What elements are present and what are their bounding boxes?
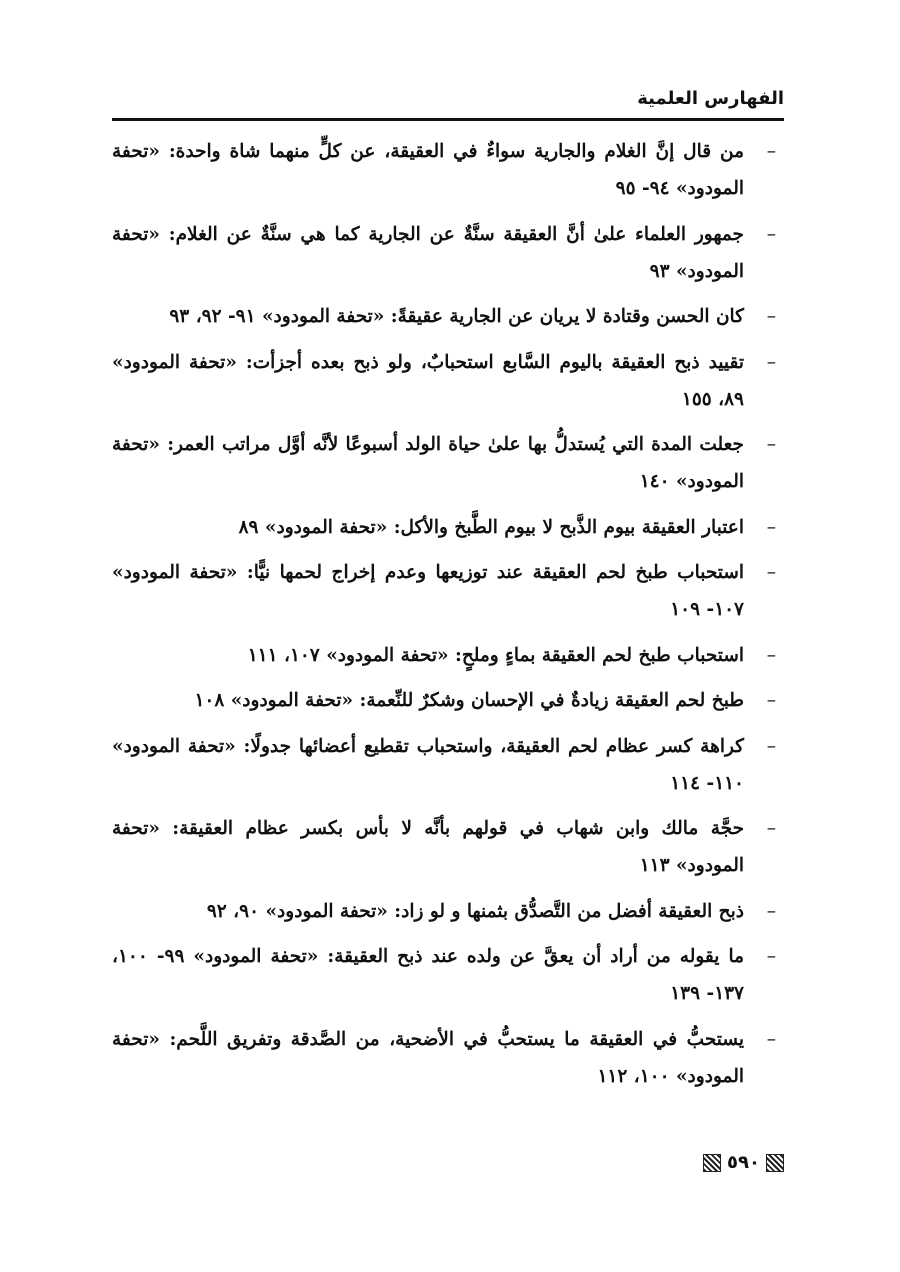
index-entries-list	[112, 121, 784, 1095]
dash-marker: –	[766, 141, 776, 162]
dash-marker: –	[766, 1028, 776, 1050]
ornament-icon	[766, 1154, 784, 1172]
index-entry: – استحباب طبخ لحم العقيقة عند توزيعها وعدم إخراج لحمها نيًّا: «تحفة المودود» ١٠٧- ١٠٩	[112, 554, 784, 628]
index-entry: – من قال إنَّ الغلام والجارية سواءٌ في العقيقة، عن كلٍّ منهما شاة واحدة: «تحفة المودود» ٩٤- ٩٥	[112, 133, 784, 207]
dash-marker: –	[766, 644, 776, 666]
dash-marker: –	[766, 516, 776, 538]
index-entry: – جعلت المدة التي يُستدلُّ بها علىٰ حياة الولد أسبوعًا لأنَّه أوَّل مراتب العمر: «تحفة المودود» ١٤٠	[112, 426, 784, 500]
index-entry: – ما يقوله من أراد أن يعقَّ عن ولده عند ذبح العقيقة: «تحفة المودود» ٩٩- ١٠٠، ١٣٧- ١٣٩	[112, 938, 784, 1012]
index-entry: – اعتبار العقيقة بيوم الذَّبح لا بيوم الطَّبخ والأكل: «تحفة المودود» ٨٩	[112, 509, 784, 546]
dash-marker: –	[766, 818, 776, 839]
dash-marker: –	[766, 223, 776, 245]
running-title: الفهارس العلمية	[637, 88, 784, 109]
dash-marker: –	[766, 562, 776, 583]
dash-marker: –	[766, 946, 776, 967]
dash-marker: –	[766, 306, 776, 327]
running-header	[112, 70, 784, 121]
index-entry: – طبخ لحم العقيقة زيادةٌ في الإحسان وشكرٌ للنِّعمة: «تحفة المودود» ١٠٨	[112, 682, 784, 719]
index-entry: – جمهور العلماء علىٰ أنَّ العقيقة سنَّةٌ عن الجارية كما هي سنَّةٌ عن الغلام: «تحفة المودود» ٩٣	[112, 216, 784, 290]
index-entry: – يستحبُّ في العقيقة ما يستحبُّ في الأضحية، من الصَّدقة وتفريق اللَّحم: «تحفة المودود» ١٠٠، ١١٢	[112, 1021, 784, 1095]
folio	[703, 1152, 784, 1173]
dash-marker: –	[766, 735, 776, 757]
index-entry: – حجَّة مالك وابن شهاب في قولهم بأنَّه لا بأس بكسر عظام العقيقة: «تحفة المودود» ١١٣	[112, 810, 784, 884]
index-entry: – كراهة كسر عظام لحم العقيقة، واستحباب تقطيع أعضائها جدولًا: «تحفة المودود» ١١٠- ١١٤	[112, 728, 784, 802]
dash-marker: –	[766, 690, 776, 711]
dash-marker: –	[766, 351, 776, 373]
dash-marker: –	[766, 434, 776, 455]
page-body	[112, 70, 784, 1103]
dash-marker: –	[766, 900, 776, 922]
index-entry: – كان الحسن وقتادة لا يريان عن الجارية عقيقةً: «تحفة المودود» ٩١- ٩٢، ٩٣	[112, 298, 784, 335]
page-number: ٥٩٠	[727, 1152, 760, 1173]
index-entry: – ذبح العقيقة أفضل من التَّصدُّق بثمنها و لو زاد: «تحفة المودود» ٩٠، ٩٢	[112, 893, 784, 930]
index-entry: – استحباب طبخ لحم العقيقة بماءٍ وملحٍ: «تحفة المودود» ١٠٧، ١١١	[112, 637, 784, 674]
index-entry: – تقييد ذبح العقيقة باليوم السَّابع استحبابٌ، ولو ذبح بعده أجزأت: «تحفة المودود» ٨٩، ١٥٥	[112, 344, 784, 418]
page-footer	[112, 1148, 784, 1188]
ornament-icon	[703, 1154, 721, 1172]
